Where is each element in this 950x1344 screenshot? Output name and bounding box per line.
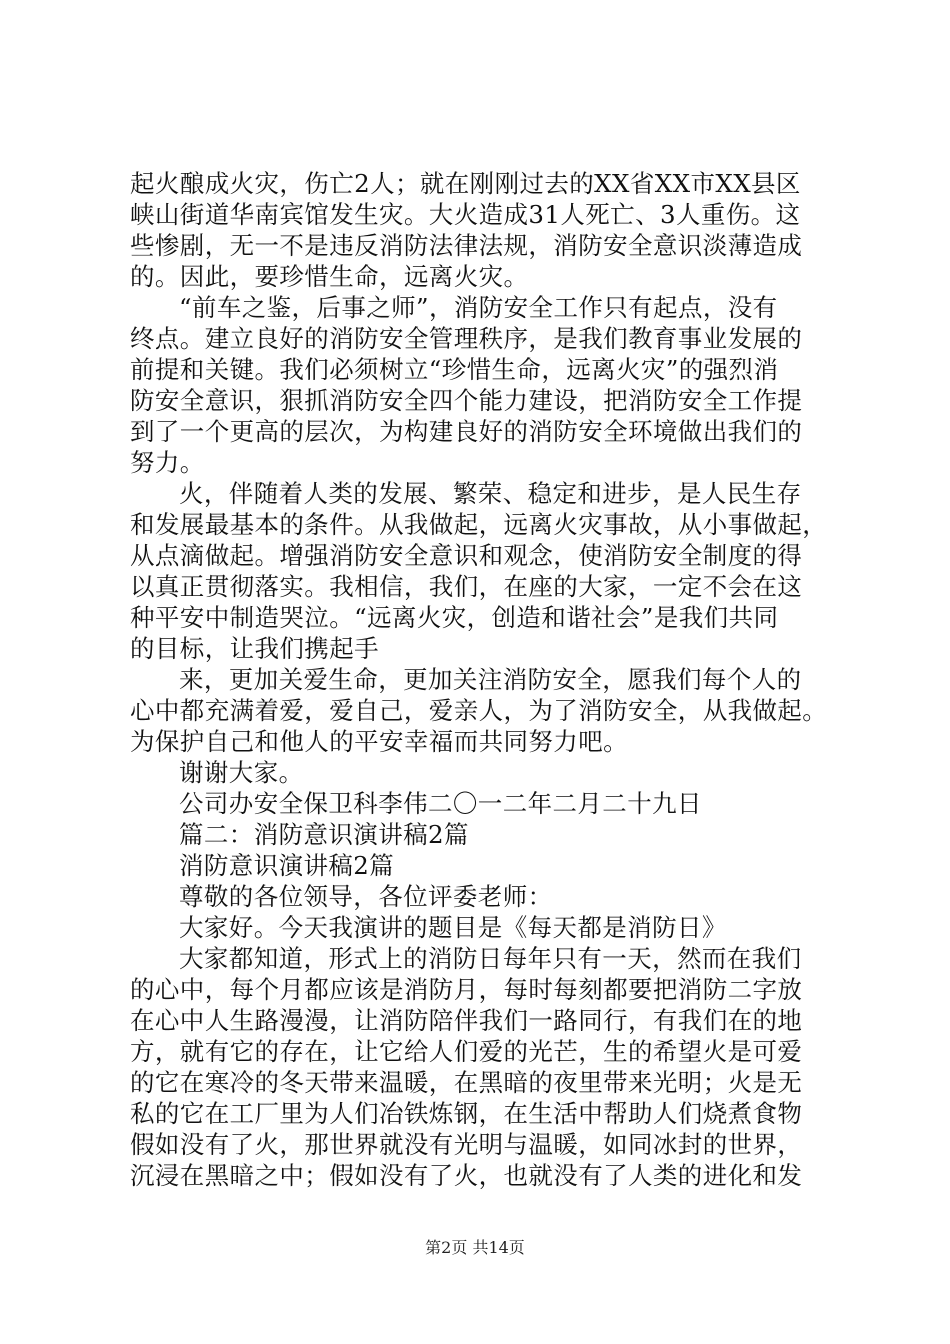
text-line: 以真正贯彻落实。我相信，我们，在座的大家，一定不会在这 [130,572,803,601]
text-line: 大家好。今天我演讲的题目是《每天都是消防日》 [179,913,727,942]
text-line: 终点。建立良好的消防安全管理秩序，是我们教育事业发展的 [130,324,803,353]
text-line: 公司办安全保卫科李伟二〇一二年二月二十九日 [179,789,702,818]
text-line: 的目标，让我们携起手 [130,634,379,663]
text-line: 的。因此，要珍惜生命，远离火灾。 [130,262,529,291]
text-line: 种平安中制造哭泣。“远离火灾，创造和谐社会”是我们共同 [130,603,779,632]
section-title: 消防意识演讲稿2篇 [179,851,395,880]
text-line: 从点滴做起。增强消防安全意识和观念，使消防安全制度的得 [130,541,803,570]
text-line: 的它在寒冷的冬天带来温暖，在黑暗的夜里带来光明；火是无 [130,1068,803,1097]
text-line: 和发展最基本的条件。从我做起，远离火灾事故，从小事做起， [130,510,828,539]
text-line: 沉浸在黑暗之中；假如没有了火，也就没有了人类的进化和发 [130,1161,803,1190]
text-line: 大家都知道，形式上的消防日每年只有一天，然而在我们 [179,944,802,973]
document-body [130,168,840,1191]
text-line: “前车之鉴，后事之师”，消防安全工作只有起点，没有 [179,293,778,322]
text-line: 起火酿成火灾，伤亡2人；就在刚刚过去的XX省XX市XX县区 [130,169,801,198]
text-line: 假如没有了火，那世界就没有光明与温暖，如同冰封的世界， [130,1130,803,1159]
text-line: 防安全意识，狠抓消防安全四个能力建设，把消防安全工作提 [130,386,803,415]
text-line: 的心中，每个月都应该是消防月，每时每刻都要把消防二字放 [130,975,803,1004]
page-number-footer: 第2页 共14页 [425,1238,525,1257]
text-line: 私的它在工厂里为人们冶铁炼钢，在生活中帮助人们烧煮食物 [130,1099,803,1128]
text-line: 前提和关键。我们必须树立“珍惜生命，远离火灾”的强烈消 [130,355,779,384]
text-line: 峡山街道华南宾馆发生灾。大火造成31人死亡、3人重伤。这 [130,200,801,229]
text-line: 些惨剧，无一不是违反消防法律法规，消防安全意识淡薄造成 [130,231,803,260]
text-line: 在心中人生路漫漫，让消防陪伴我们一路同行，有我们在的地 [130,1006,803,1035]
text-line: 心中都充满着爱，爱自己，爱亲人，为了消防安全，从我做起。 [130,696,828,725]
text-line: 来，更加关爱生命，更加关注消防安全，愿我们每个人的 [179,665,802,694]
text-line: 尊敬的各位领导，各位评委老师： [179,882,553,911]
section-heading: 篇二：消防意识演讲稿2篇 [179,820,469,849]
text-line: 方，就有它的存在，让它给人们爱的光芒，生的希望火是可爱 [130,1037,803,1066]
text-line: 火，伴随着人类的发展、繁荣、稳定和进步，是人民生存 [179,479,802,508]
text-line: 到了一个更高的层次，为构建良好的消防安全环境做出我们的 [130,417,803,446]
text-line: 努力。 [130,448,205,477]
text-line: 为保护自己和他人的平安幸福而共同努力吧。 [130,727,628,756]
text-line: 谢谢大家。 [179,758,304,787]
